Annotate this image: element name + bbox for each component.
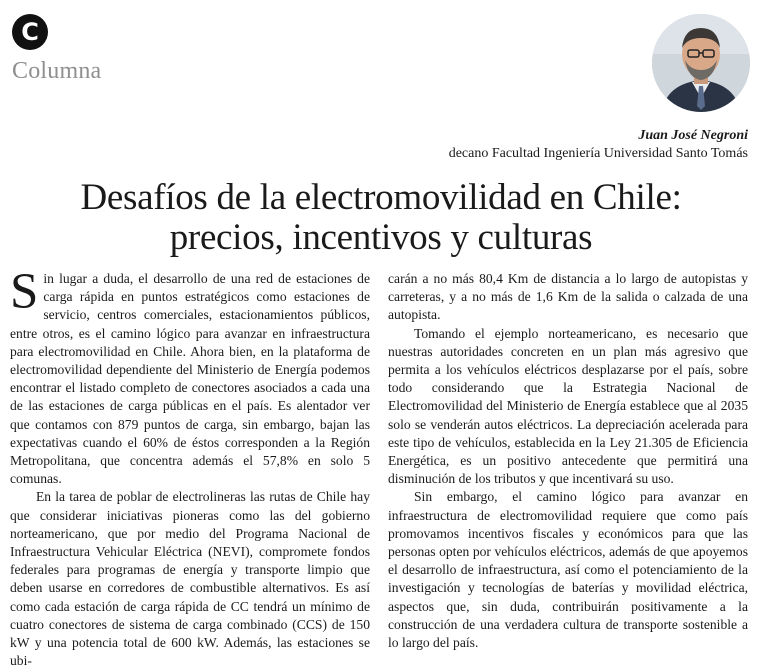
article-paragraph: Tomando el ejemplo norteamericano, es necesario que nuestras autoridades concreten en un plan más agresivo que permita a los vehículos eléctricos desplazarse por el país, sobre todo considerando que la Estrategia Nacional de Electromovilidad del Ministerio de Energía establece que al 2035 solo se venderán autos eléctricos. La depreciación acelerada para este tipo de vehículos, establecida en la Ley 21.305 de Eficiencia Energética, es un positivo antecedente que permitirá una disminución de los tributos y que incentivará su uso. <box>388 325 748 487</box>
paragraph-text: in lugar a duda, el desarrollo de una red de estaciones de carga rápida en puntos estratégicos como estaciones de servicio, centros comerciales, estacionamientos públicos, entre otros, es el camino lógico para avanzar en infraestructura para electromovilidad en Chile. Ahora bien, en la plataforma de electromovilidad dependiente del Ministerio de Energía podemos encontrar el listado completo de conectores asociados a cada una de las estaciones de carga públicas en el país. Es alentador ver que contamos con 879 puntos de carga, sin embargo, bajan las expectativas cuando el 60% de éstos corresponden a la Región Metropolitana, que concentra además el 57,8% en solo 5 comunas. <box>10 271 370 487</box>
section-logo: C <box>12 14 48 50</box>
headline-line-1: Desafíos de la electromovilidad en Chile: <box>80 177 682 218</box>
article-paragraph: Sin embargo, el camino lógico para avanzar en infraestructura de electromovilidad requiere que como país promovamos incentivos fiscales y económicos para que las personas opten por vehículos eléctricos, además de que apoyemos el desarrollo de infraestructura, así como el potenciamiento de la investigación y tecnologías de baterías y movilidad eléctrica, aspectos que, sin duda, contribuirán positivamente a la construcción de una verdadera cultura de transporte sostenible a lo largo del país. <box>388 489 748 651</box>
section-label: Columna <box>12 58 102 84</box>
article-headline <box>0 178 762 258</box>
article-paragraph: carán a no más 80,4 Km de distancia a lo largo de autopistas y carreteras, y a no más de 1,6 Km de la salida o calzada de una autopista. <box>388 271 748 323</box>
drop-cap: S <box>10 264 39 320</box>
author-role: decano Facultad Ingeniería Universidad Santo Tomás <box>448 146 748 161</box>
author-portrait-image <box>652 14 750 112</box>
article-column-right <box>388 270 748 652</box>
article-paragraph <box>10 264 370 488</box>
author-photo <box>652 14 750 112</box>
article-column-left <box>10 264 370 670</box>
headline-line-2: precios, incentivos y culturas <box>169 217 593 258</box>
article-paragraph: En la tarea de poblar de electrolineras las rutas de Chile hay que considerar iniciativas pioneras como las del gobierno norteamericano, que por medio del Programa Nacional de Infraestructura Vehicular Eléctrica (NEVI), compromete fondos federales para programas de energía y transporte limpio que deben usarse en corredores de combustible alternativos. Es así como cada estación de carga rápida de CC tendrá un mínimo de cuatro conectores de sistema de carga combinado (CCS) de 150 kW y una potencia total de 600 kW. Además, las estaciones se ubi- <box>10 489 370 669</box>
author-name: Juan José Negroni <box>638 128 748 143</box>
